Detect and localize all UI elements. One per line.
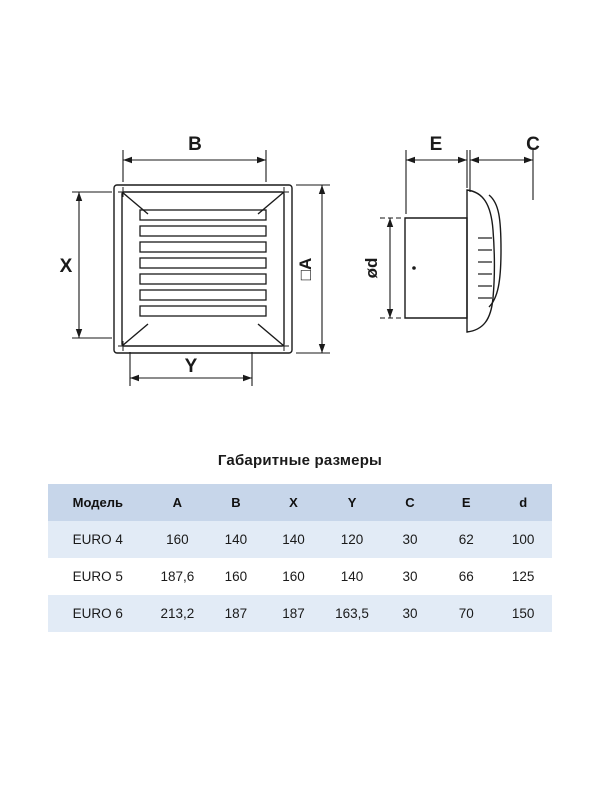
table-header-a: A (148, 484, 208, 521)
cell-e: 62 (438, 521, 494, 558)
label-e: E (429, 134, 443, 155)
cell-a: 187,6 (148, 558, 208, 595)
front-view-group (114, 185, 292, 353)
dimensions-table (48, 484, 552, 632)
table-header-x: X (265, 484, 323, 521)
cell-y: 140 (322, 558, 382, 595)
dimension-e (406, 150, 467, 214)
label-c: C (526, 134, 540, 155)
cell-c: 30 (382, 558, 438, 595)
cell-x: 160 (265, 558, 323, 595)
cell-a: 213,2 (148, 595, 208, 632)
cell-d: 125 (494, 558, 552, 595)
dimension-d (380, 218, 404, 318)
cell-x: 140 (265, 521, 323, 558)
cell-e: 70 (438, 595, 494, 632)
table-header-c: C (382, 484, 438, 521)
dimension-c (470, 150, 533, 200)
cell-b: 140 (207, 521, 265, 558)
table-header-row (48, 484, 552, 521)
cell-d: 100 (494, 521, 552, 558)
table-header-b: B (207, 484, 265, 521)
label-a: □A (296, 257, 315, 281)
cell-c: 30 (382, 521, 438, 558)
table-header-model: Модель (48, 484, 148, 521)
cell-model: EURO 6 (48, 595, 148, 632)
label-y: Y (184, 356, 198, 377)
cell-y: 163,5 (322, 595, 382, 632)
label-x: X (59, 256, 73, 277)
cell-d: 150 (494, 595, 552, 632)
table-row (48, 595, 552, 632)
side-view-group (405, 190, 501, 332)
label-d: ød (362, 257, 381, 279)
cell-e: 66 (438, 558, 494, 595)
cell-c: 30 (382, 595, 438, 632)
table-header-y: Y (322, 484, 382, 521)
cell-model: EURO 4 (48, 521, 148, 558)
dimension-x (72, 192, 112, 338)
cell-b: 160 (207, 558, 265, 595)
label-b: B (188, 134, 202, 155)
cell-a: 160 (148, 521, 208, 558)
cell-y: 120 (322, 521, 382, 558)
table-header-e: E (438, 484, 494, 521)
cell-model: EURO 5 (48, 558, 148, 595)
cell-b: 187 (207, 595, 265, 632)
table-header-d: d (494, 484, 552, 521)
table-title: Габаритные размеры (217, 452, 383, 469)
cell-x: 187 (265, 595, 323, 632)
table-row (48, 558, 552, 595)
table-row (48, 521, 552, 558)
